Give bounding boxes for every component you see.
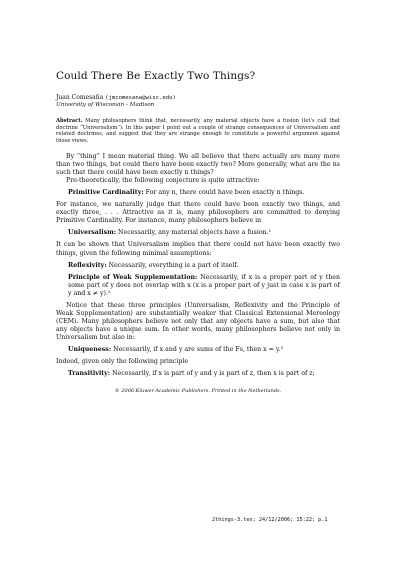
author-email: (jmcomesana@wisc.edu)	[105, 95, 176, 101]
author-affiliation: University of Wisconsin - Madison	[56, 102, 155, 109]
principle-text: Necessarily, if x is a proper part of y then some part of y does not overlap with x (x is a proper part of y just in case x is part of y and x ≠ y).²	[68, 273, 340, 297]
author-line	[56, 94, 340, 102]
principle-label: Transitivity:	[68, 370, 111, 378]
principle-text: For any n, there could have been exactly n things.	[145, 189, 305, 197]
principle-label: Principle of Weak Supplementation:	[68, 273, 198, 281]
principle-weak-supplementation	[68, 274, 340, 298]
principle-text: Necessarily, if x is part of y and y is part of z, then x is part of z;	[112, 370, 315, 378]
principle-primitive-cardinality	[68, 189, 340, 197]
principle-label: Reflexivity:	[68, 261, 107, 269]
page-footer: 2things-3.tex; 24/12/2006; 15:22; p.1	[212, 517, 328, 523]
paragraph-3: For instance, we naturally judge that there could have been exactly two things, and exactly three, . . . Attractive as it is, many philosophers are committed to denying Primitive Cardinality. For instance, many philosophers believe in	[56, 201, 340, 225]
paper-title: Could There Be Exactly Two Things?	[56, 70, 256, 82]
principle-label: Primitive Cardinality:	[68, 189, 144, 197]
principle-uniqueness	[68, 346, 340, 354]
copyright-notice: © 2006 Kluwer Academic Publishers. Printed in the Netherlands.	[114, 388, 282, 395]
paragraph-6: Indeed, given only the following principle	[56, 358, 189, 366]
paragraph-4: It can be shown that Universalism implies that there could not have been exactly two things, given the following minimal assumptions:	[56, 241, 340, 257]
principle-universalism	[68, 229, 340, 237]
abstract-label: Abstract.	[56, 118, 83, 125]
abstract-text: Many philosophers think that, necessarily, any material objects have a fusion (let's call that doctrine “Universalism”). In this paper I point out a couple of strange consequences of Universalism and related doctrines, and suggest that they are strange enough to constitute a powerful argument against those views.	[56, 118, 340, 144]
paragraph-2: Pre-theoretically, the following conjecture is quite attractive:	[66, 177, 260, 185]
principle-label: Universalism:	[68, 229, 117, 237]
paper-page	[56, 70, 340, 394]
principle-text: Necessarily, if x and y are sums of the Fs, then x = y.³	[113, 345, 284, 353]
principle-text: Necessarily, any material objects have a fusion.¹	[118, 229, 272, 237]
principle-text: Necessarily, everything is a part of itself.	[108, 261, 239, 269]
principle-transitivity	[68, 370, 340, 378]
paragraph-1: By “thing” I mean material thing. We all believe that there actually are many more than two things, but could there have been exactly two? More generally, what are the ns such that there could have been exactly n things?	[56, 153, 340, 177]
principle-label: Uniqueness:	[68, 345, 112, 353]
abstract	[56, 118, 340, 144]
principle-reflexivity	[68, 262, 340, 270]
author-name: Juan Comesaña	[56, 94, 104, 101]
paragraph-5: Notice that these three principles (Universalism, Reflexivity and the Principle of Weak Supplementation) are substantially weaker that Classical Extensional Mereology (CEM). Many philosophers believe not only that any objects have a sum, but also that any objects have a unique sum. In other words, many philosophers believe not only in Universalism but also in:	[56, 301, 340, 341]
